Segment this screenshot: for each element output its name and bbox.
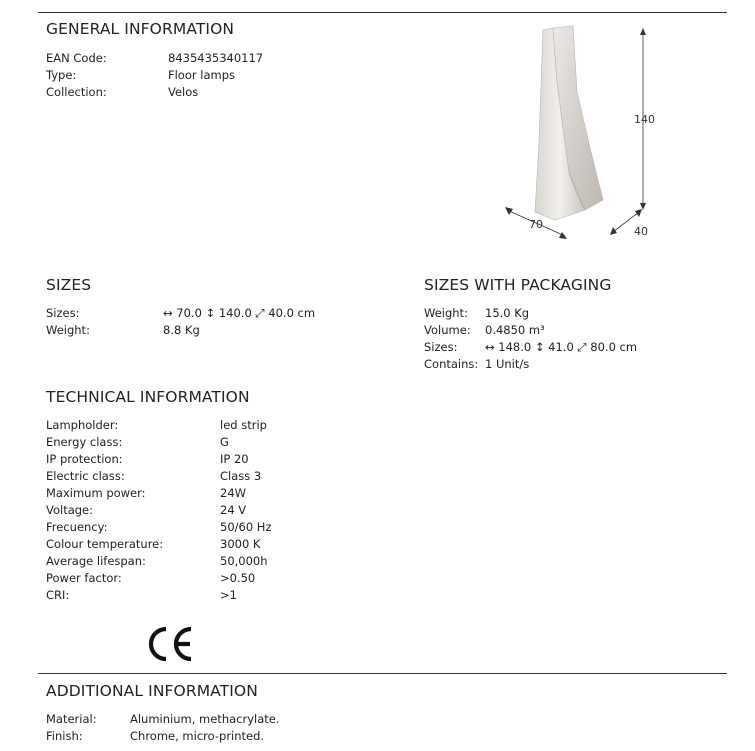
finish-value: Chrome, micro-printed. bbox=[130, 729, 265, 743]
list-item bbox=[46, 502, 366, 519]
max-power-label: Maximum power: bbox=[46, 486, 146, 500]
list-item bbox=[424, 339, 724, 356]
general-info-list bbox=[46, 50, 346, 101]
electric-class-label: Electric class: bbox=[46, 469, 125, 483]
technical-info-list bbox=[46, 417, 366, 604]
lampholder-label: Lampholder: bbox=[46, 418, 119, 432]
frequency-label: Frecuency: bbox=[46, 520, 108, 534]
list-item bbox=[424, 356, 724, 373]
list-item bbox=[46, 322, 386, 339]
list-item bbox=[46, 587, 366, 604]
depth-dimension bbox=[610, 209, 648, 238]
lifespan-label: Average lifespan: bbox=[46, 554, 146, 568]
colour-temperature-value: 3000 K bbox=[220, 537, 261, 551]
list-item bbox=[46, 711, 446, 728]
pack-sizes-value: ↔ 148.0 ↕ 41.0 ⤢ 80.0 cm bbox=[485, 340, 638, 354]
finish-label: Finish: bbox=[46, 729, 83, 743]
type-value: Floor lamps bbox=[168, 68, 236, 82]
pack-weight-label: Weight: bbox=[424, 306, 468, 320]
height-label: 140 bbox=[634, 113, 655, 126]
pack-sizes-label: Sizes: bbox=[424, 340, 458, 354]
technical-info-heading: TECHNICAL INFORMATION bbox=[46, 388, 250, 406]
electric-class-value: Class 3 bbox=[220, 469, 262, 483]
cri-label: CRI: bbox=[46, 588, 70, 602]
list-item bbox=[424, 305, 724, 322]
list-item bbox=[46, 536, 366, 553]
lamp-body bbox=[535, 26, 603, 220]
sizes-list bbox=[46, 305, 386, 339]
pack-contains-label: Contains: bbox=[424, 357, 479, 371]
sizes-heading: SIZES bbox=[46, 276, 92, 294]
packaging-heading: SIZES WITH PACKAGING bbox=[424, 276, 612, 294]
list-item bbox=[46, 451, 366, 468]
ip-protection-label: IP protection: bbox=[46, 452, 123, 466]
additional-info-heading: ADDITIONAL INFORMATION bbox=[46, 682, 258, 700]
width-label: 70 bbox=[529, 218, 543, 231]
list-item bbox=[46, 485, 366, 502]
pack-contains-value: 1 Unit/s bbox=[485, 357, 530, 371]
voltage-label: Voltage: bbox=[46, 503, 94, 517]
list-item bbox=[46, 67, 346, 84]
depth-label: 40 bbox=[634, 225, 648, 238]
energy-class-label: Energy class: bbox=[46, 435, 123, 449]
height-dimension bbox=[634, 28, 655, 210]
energy-class-value: G bbox=[220, 435, 229, 449]
weight-value: 8.8 Kg bbox=[163, 323, 200, 337]
ean-value: 8435435340117 bbox=[168, 51, 264, 65]
material-value: Aluminium, methacrylate. bbox=[130, 712, 280, 726]
weight-label: Weight: bbox=[46, 323, 90, 337]
list-item bbox=[46, 519, 366, 536]
ip-protection-value: IP 20 bbox=[220, 452, 249, 466]
cri-value: >1 bbox=[220, 588, 237, 602]
ean-label: EAN Code: bbox=[46, 51, 107, 65]
voltage-value: 24 V bbox=[220, 503, 247, 517]
max-power-value: 24W bbox=[220, 486, 247, 500]
list-item bbox=[46, 553, 366, 570]
collection-label: Collection: bbox=[46, 85, 107, 99]
lifespan-value: 50,000h bbox=[220, 554, 268, 568]
general-info-heading: GENERAL INFORMATION bbox=[46, 20, 235, 38]
list-item bbox=[424, 322, 724, 339]
sizes-value: ↔ 70.0 ↕ 140.0 ⤢ 40.0 cm bbox=[163, 306, 316, 320]
lamp-dimension-drawing bbox=[495, 22, 675, 247]
material-label: Material: bbox=[46, 712, 97, 726]
list-item bbox=[46, 468, 366, 485]
colour-temperature-label: Colour temperature: bbox=[46, 537, 164, 551]
ce-mark-icon bbox=[145, 624, 195, 664]
list-item bbox=[46, 50, 346, 67]
list-item bbox=[46, 728, 446, 745]
list-item bbox=[46, 570, 366, 587]
list-item bbox=[46, 417, 366, 434]
top-divider bbox=[38, 12, 727, 13]
additional-divider bbox=[38, 673, 727, 674]
collection-value: Velos bbox=[168, 85, 199, 99]
pack-volume-value: 0.4850 m³ bbox=[485, 323, 545, 337]
list-item bbox=[46, 84, 346, 101]
list-item bbox=[46, 305, 386, 322]
pack-weight-value: 15.0 Kg bbox=[485, 306, 530, 320]
lampholder-value: led strip bbox=[220, 418, 267, 432]
sizes-label: Sizes: bbox=[46, 306, 80, 320]
packaging-list bbox=[424, 305, 724, 373]
power-factor-value: >0.50 bbox=[220, 571, 256, 585]
list-item bbox=[46, 434, 366, 451]
power-factor-label: Power factor: bbox=[46, 571, 122, 585]
type-label: Type: bbox=[46, 68, 77, 82]
pack-volume-label: Volume: bbox=[424, 323, 471, 337]
frequency-value: 50/60 Hz bbox=[220, 520, 272, 534]
additional-info-list bbox=[46, 711, 446, 745]
